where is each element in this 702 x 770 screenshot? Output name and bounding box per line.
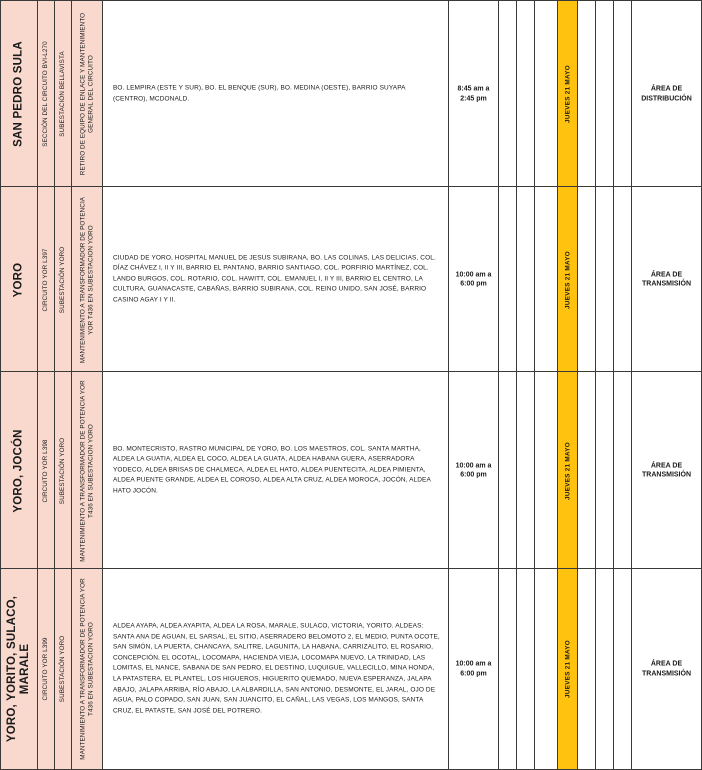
areas-cell [103, 1, 449, 187]
department-cell [632, 372, 702, 569]
substation-cell [55, 1, 72, 187]
empty-cell [578, 569, 596, 769]
empty-cell [517, 372, 535, 569]
work-description: MANTENIMIENTO A TRANSFORMADOR DE POTENCIA YOR T436 EN SUBESTACION YORO [79, 578, 94, 760]
time-start: 10:00 am a [455, 660, 492, 668]
affected-areas: ALDEA AYAPA, ALDEA AYAPITA, ALDEA LA ROSA, MARALE, SULACO, VICTORIA, YORITO. ALDEAS: SANTA ANA DE AGUAN, EL SARSAL, EL SITIO, ASERRADERO BELOMOTO 2, EL MEDIO, PUNTA OCOTE, SAN SIMÓN, LA PUERTA, CHANCAYA, SALITRE, LAGUNITA, LA HABANA, CARRIZALITO, EL ROSARIO, CONCEPCIÓN, EL OCOTAL, LOCOMAPA, HACIENDA VIEJA, LOCOMAPA NUEVO, LA TRINIDAD, LAS LOMITAS, EL NANCE, SABANA DE SAN PEDRO, EL DESTINO, LUQUIGUE, VALLECILLO, MINA HONDA, LA PATASTERA, EL PLANTEL, LOS HIGUEROS, HIGUERITO QUEMADO, NUEVA ESPERANZA, JALAPA ABAJO, JALAPA ARRIBA, RÍO ABAJO, LA ALBARDILLA, SAN ANTONIO, DESMONTE, EL JARAL, OJO DE AGUA, PALO COPADO, SAN JUAN, SAN JUANCITO, EL CAÑAL, LAS VEGAS, LOS MANGOS, SANTA CRUZ, EL PATASTE, SAN JOSÉ DEL POTRERO. [113, 622, 440, 715]
empty-cell [535, 1, 558, 187]
department-cell [632, 569, 702, 769]
time-cell [449, 372, 499, 569]
substation-cell [55, 372, 72, 569]
table-row [0, 371, 702, 569]
day-cell [558, 372, 578, 569]
empty-cell [535, 569, 558, 769]
time-range [449, 660, 498, 679]
substation-label: SUBESTACIÓN BELLAVISTA [59, 51, 67, 137]
work-description: MANTENIMIENTO A TRANSFORMADOR DE POTENCIA YOR T436 EN SUBESTACION YORO [79, 196, 94, 363]
time-start: 10:00 am a [455, 462, 492, 469]
affected-areas: CIUDAD DE YORO, HOSPITAL MANUEL DE JESUS SUBIRANA, BO. LAS COLINAS, LAS DELICIAS, COL. DÍAZ CHÁVEZ I, II Y III, BARRIO EL PANTANO, BARRIO SANTIAGO, COL. PORFIRIO MARTÍNEZ, COL. LANDO BURGOS, COL. ROTARIO, COL. HAWITT, COL. EMANUEL I, II Y III, BARRIO EL CENTRO, LA CULTURA, GUANACASTE, CABAÑAS, BARRIO SUBIRANA, COL. REINO UNIDO, SAN JOSÉ, BARRIO CASINO AGAY I Y II. [113, 254, 436, 304]
day-label: JUEVES 21 MAYO [564, 441, 571, 500]
work-description: RETIRO DE EQUIPO DE ENLACE Y MANTENIMIENTO GENERAL DEL CIRCUITO [79, 12, 94, 176]
work-description: MANTENIMIENTO A TRANSFORMADOR DE POTENCIA YOR T436 EN SUBESTACION YORO [79, 379, 94, 562]
substation-cell [55, 569, 72, 769]
work-cell [72, 187, 103, 372]
empty-cell [578, 372, 596, 569]
substation-label: SUBESTACIÓN YORO [59, 437, 67, 504]
table-row [0, 568, 702, 770]
city-cell [0, 1, 38, 187]
time-start: 8:45 am a [457, 85, 490, 93]
day-cell [558, 569, 578, 769]
time-start: 10:00 am a [455, 271, 492, 278]
time-end: 6:00 pm [460, 670, 487, 677]
work-cell [72, 372, 103, 569]
department-label: ÁREA DE TRANSMISIÓN [642, 271, 691, 288]
empty-cell [499, 569, 517, 769]
day-label: JUEVES 21 MAYO [564, 250, 571, 309]
time-cell [449, 187, 499, 372]
circuit-label: SECCIÓN DEL CIRCUITO BVI-L270 [42, 41, 50, 147]
day-cell [558, 1, 578, 187]
department-label: ÁREA DE TRANSMISIÓN [642, 660, 691, 677]
empty-cell [499, 372, 517, 569]
day-label: JUEVES 21 MAYO [564, 640, 571, 698]
empty-cell [596, 372, 614, 569]
empty-cell [499, 187, 517, 372]
time-end: 6:00 pm [460, 280, 487, 288]
time-range [449, 270, 498, 289]
empty-cell [517, 569, 535, 769]
day-cell [558, 187, 578, 372]
circuit-cell [38, 569, 55, 769]
city-name: SAN PEDRO SULA [12, 41, 25, 147]
areas-cell [103, 372, 449, 569]
time-cell [449, 569, 499, 769]
empty-cell [578, 187, 596, 372]
city-cell [0, 187, 38, 372]
table-row [0, 186, 702, 372]
day-label: JUEVES 21 MAYO [564, 65, 571, 123]
empty-cell [517, 187, 535, 372]
empty-cell [614, 1, 632, 187]
circuit-label: CIRCUITO YOR L399 [42, 637, 50, 701]
department-cell [632, 187, 702, 372]
substation-label: SUBESTACIÓN YORO [59, 635, 67, 703]
city-cell [0, 569, 38, 769]
empty-cell [517, 1, 535, 187]
department-cell [632, 1, 702, 187]
empty-cell [535, 187, 558, 372]
city-name: YORO, YORITO, SULACO, MARALE [6, 595, 31, 743]
areas-cell [103, 569, 449, 769]
circuit-cell [38, 372, 55, 569]
department-label: ÁREA DE DISTRIBUCIÓN [641, 85, 692, 102]
empty-cell [614, 187, 632, 372]
empty-cell [535, 372, 558, 569]
empty-cell [499, 1, 517, 187]
table-row [0, 0, 702, 187]
department-label: ÁREA DE TRANSMISIÓN [642, 462, 691, 479]
work-cell [72, 1, 103, 187]
city-name: YORO [12, 262, 25, 297]
affected-areas: BO. MONTECRISTO, RASTRO MUNICIPAL DE YORO, BO. LOS MAESTROS, COL. SANTA MARTHA, ALDEA LA GUATIA, ALDEA EL COCO, ALDEA LA GUATA, ALDEA HABANA GUERA, ASERRADORA YODECO, ALDEA BRISAS DE CHALMECA, ALDEA EL HATO, ALDEA PUENTECITA, ALDEA PIMIENTA, ALDEA PUENTE GRANDE, ALDEA EL COROSO, ALDEA ALTA CRUZ, ALDEA MOROCA, JOCÓN, ALDEA HATO JOCÓN. [113, 445, 431, 495]
substation-cell [55, 187, 72, 372]
time-range [449, 85, 498, 104]
work-cell [72, 569, 103, 769]
city-cell [0, 372, 38, 569]
circuit-label: CIRCUITO YOR L398 [42, 438, 50, 503]
empty-cell [596, 1, 614, 187]
circuit-cell [38, 187, 55, 372]
circuit-cell [38, 1, 55, 187]
time-end: 2:45 pm [460, 95, 487, 102]
affected-areas: BO. LEMPIRA (ESTE Y SUR), BO. EL BENQUE (SUR), BO. MEDINA (OESTE), BARRIO SUYAPA (CENTRO), MCDONALD. [113, 84, 406, 102]
empty-cell [614, 569, 632, 769]
areas-cell [103, 187, 449, 372]
empty-cell [578, 1, 596, 187]
empty-cell [596, 569, 614, 769]
circuit-label: CIRCUITO YOR L397 [42, 247, 50, 312]
empty-cell [614, 372, 632, 569]
empty-cell [596, 187, 614, 372]
time-end: 6:00 pm [460, 471, 487, 479]
time-cell [449, 1, 499, 187]
time-range [449, 461, 498, 480]
substation-label: SUBESTACIÓN YORO [59, 246, 67, 313]
city-name: YORO, JOCÓN [12, 428, 25, 513]
